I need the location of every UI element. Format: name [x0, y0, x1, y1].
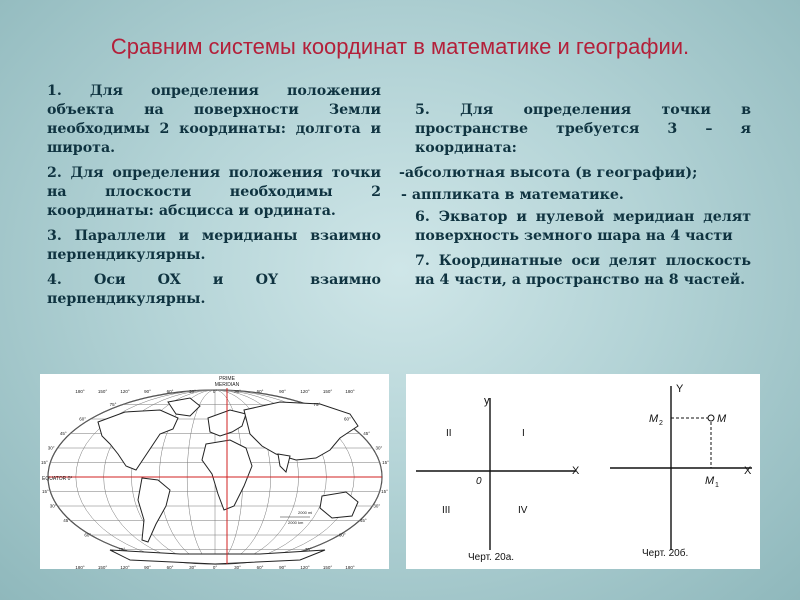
lat-label-right: 15° — [382, 460, 389, 465]
world-map — [40, 374, 389, 569]
lat-label-left: 30° — [47, 445, 55, 451]
point-m1-sub: 1 — [715, 482, 719, 489]
right-subitem-applicate: - аппликата в математике. — [401, 187, 624, 203]
point-m — [708, 415, 714, 421]
lon-label-top: 150° — [322, 389, 333, 394]
lat-label-left: 15° — [42, 489, 49, 494]
lat-label-left: 60° — [84, 532, 92, 538]
quadrant-4: IV — [518, 505, 528, 516]
lat-label-left: 15° — [41, 460, 48, 465]
axis-y-label-a: y — [484, 395, 490, 407]
lon-label-bottom: 180° — [75, 565, 85, 569]
lon-label-top: 30° — [234, 389, 241, 394]
lon-label-top: 90° — [279, 389, 286, 394]
point-m2-label: M — [649, 413, 659, 425]
origin-label: 0 — [476, 476, 482, 487]
lat-label-left: 75° — [118, 547, 126, 552]
lon-label-bottom: 30° — [189, 565, 196, 569]
lon-label-bottom: 180° — [345, 565, 355, 569]
lon-label-top: 120° — [120, 389, 130, 394]
right-item-7: 7. Координатные оси делят плоскость на 4 части, а пространство на 8 частей. — [415, 253, 751, 288]
point-m2-sub: 2 — [659, 420, 663, 427]
lon-label-bottom: 120° — [120, 565, 130, 569]
lon-label-bottom: 90° — [144, 565, 151, 569]
axis-x-label-a: X — [572, 465, 580, 477]
axis-x-label-b: X — [744, 465, 752, 477]
axis-y-label-b: Y — [676, 383, 684, 395]
lon-label-bottom: 150° — [322, 565, 333, 569]
quadrant-1: I — [522, 428, 525, 439]
lon-label-bottom: 90° — [279, 565, 286, 569]
lat-label-right: 45° — [359, 518, 367, 523]
lat-label-right: 75° — [304, 547, 312, 552]
lat-label-right: 60° — [343, 416, 351, 422]
scale-miles: 2000 mi — [298, 510, 313, 515]
lon-label-top: 30° — [189, 389, 196, 394]
lon-label-bottom: 30° — [234, 565, 241, 569]
lon-label-bottom: 150° — [97, 565, 108, 569]
lon-label-top: 90° — [144, 389, 151, 394]
lat-label-left: 60° — [79, 416, 87, 422]
lon-label-bottom: 120° — [300, 565, 310, 569]
right-subitem-altitude: -абсолютная высота (в географии); — [399, 165, 698, 181]
coordinate-diagrams-panel — [406, 374, 760, 569]
point-m1-label: M — [705, 475, 715, 487]
lat-label-right: 15° — [381, 489, 388, 494]
coordinate-diagrams — [406, 374, 760, 569]
lon-label-top: 120° — [300, 389, 310, 394]
lat-label-right: 45° — [363, 431, 371, 436]
quadrant-3: III — [442, 505, 451, 516]
lat-label-right: 75° — [313, 402, 321, 407]
lon-label-top: 150° — [97, 389, 108, 394]
prime-label-1: PRIME — [219, 376, 235, 382]
right-item-6: 6. Экватор и нулевой меридиан делят поверхность земного шара на 4 части — [415, 209, 751, 244]
right-item-5: 5. Для определения точки в пространстве требуется 3 – я координата: — [415, 102, 751, 156]
left-item-2: 2. Для определения положения точки на плоскости необходимы 2 координаты: абсцисса и ордината. — [47, 165, 381, 219]
right-text-column — [399, 101, 751, 296]
diagram-20b — [610, 383, 752, 559]
lon-label-top: 60° — [256, 389, 264, 394]
lon-label-top: 180° — [75, 389, 85, 394]
lon-label-top: 180° — [345, 389, 355, 394]
left-text-column — [47, 82, 381, 315]
lon-label-bottom: 60° — [256, 565, 264, 569]
world-map-panel — [40, 374, 389, 569]
equator-label: EQUATOR 0° — [42, 476, 73, 482]
lon-label-bottom: 0° — [212, 565, 218, 569]
lat-label-left: 30° — [49, 503, 57, 509]
left-item-3: 3. Параллели и меридианы взаимно перпендикулярны. — [47, 228, 381, 263]
left-item-4: 4. Оси OX и OY взаимно перпендикулярны. — [47, 272, 381, 307]
lat-label-right: 60° — [338, 532, 346, 538]
lon-label-bottom: 60° — [166, 565, 174, 569]
lat-label-right: 30° — [373, 503, 381, 509]
lat-label-left: 45° — [63, 518, 71, 523]
scale-km: 2000 km — [288, 520, 304, 525]
caption-20a: Черт. 20а. — [468, 552, 515, 563]
lat-label-left: 75° — [109, 402, 117, 407]
lon-label-top: 60° — [166, 389, 174, 394]
caption-20b: Черт. 20б. — [642, 548, 689, 559]
point-m-label: M — [717, 413, 727, 425]
slide-title: Сравним системы координат в математике и географии. — [110, 34, 690, 59]
diagram-20a — [416, 395, 580, 563]
prime-label-2: MERIDIAN — [214, 382, 240, 388]
lat-label-left: 45° — [59, 431, 67, 436]
left-item-1: 1. Для определения положения объекта на поверхности Земли необходимы 2 координаты: долгота и широта. — [47, 83, 381, 156]
lon-label-top: 0° — [212, 389, 218, 394]
quadrant-2: II — [446, 428, 452, 439]
lat-label-right: 30° — [375, 445, 383, 451]
